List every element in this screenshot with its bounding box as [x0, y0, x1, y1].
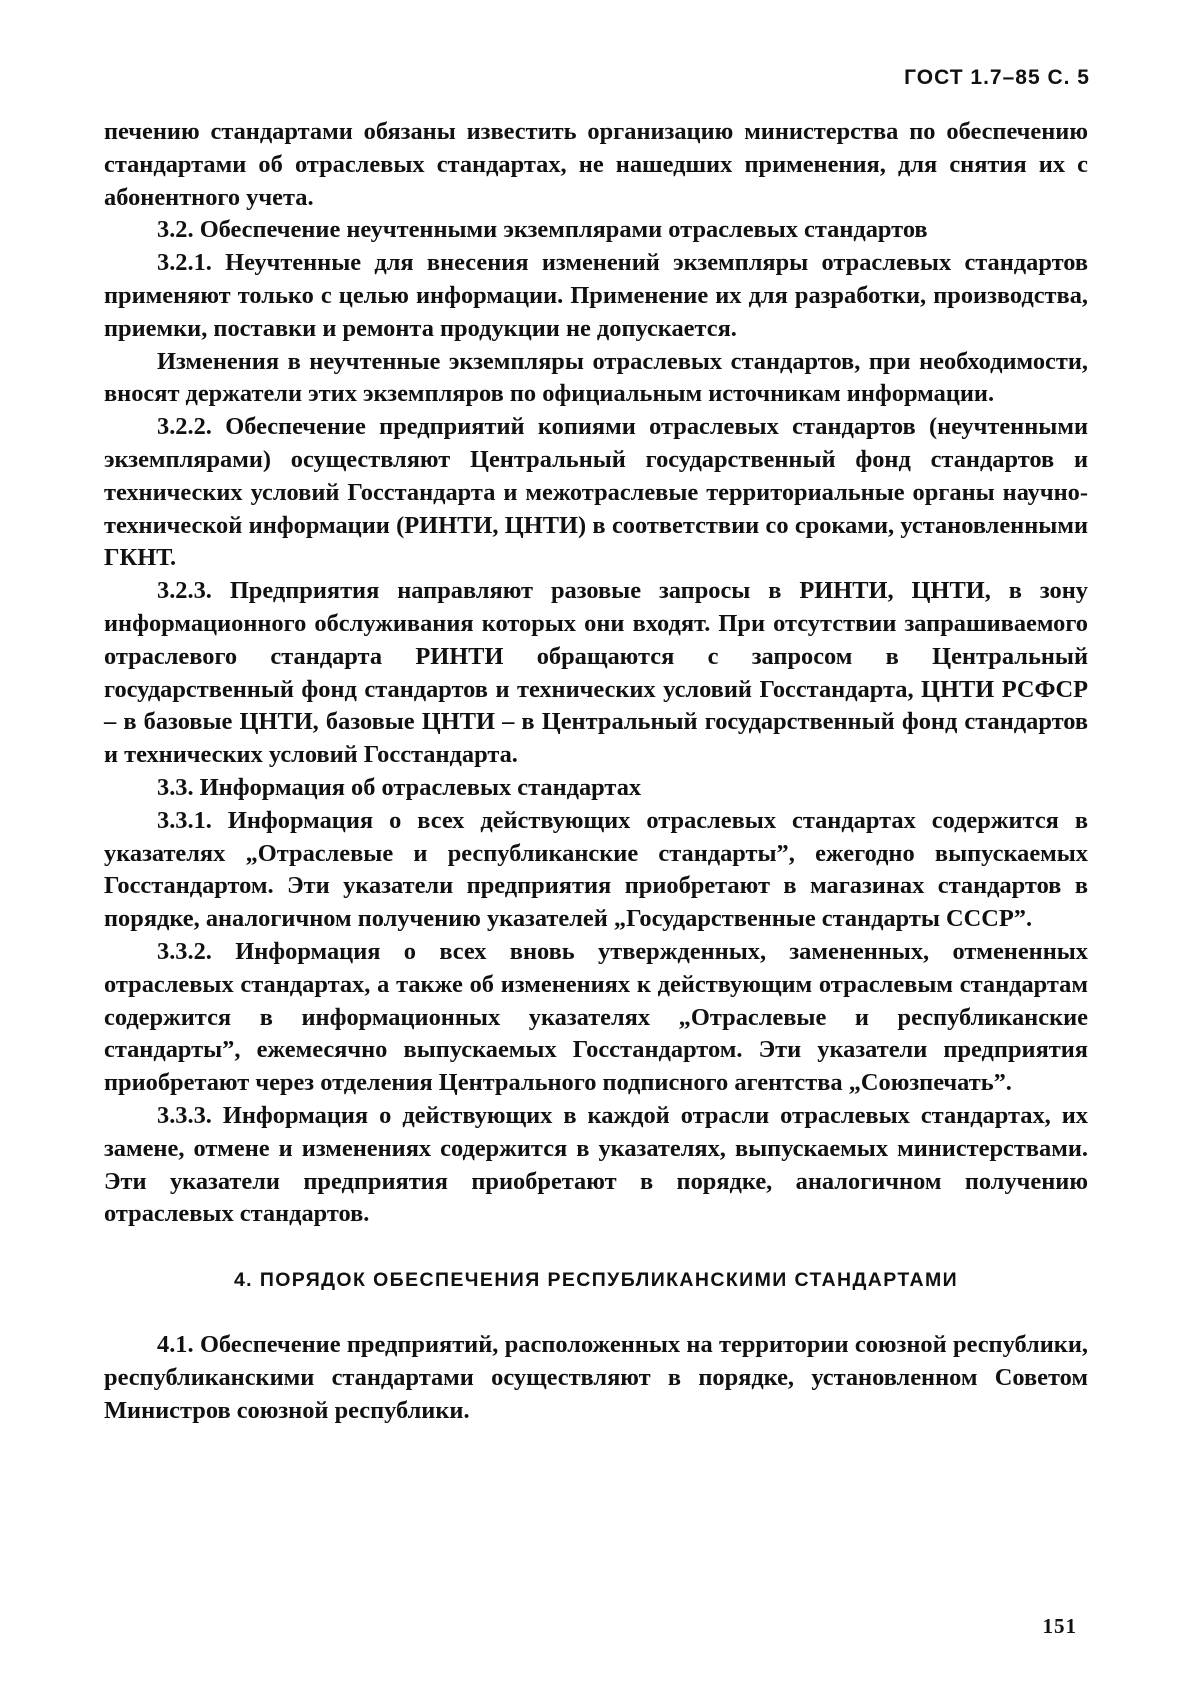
paragraph-3-2-2: 3.2.2. Обеспечение предприятий копиями отраслевых стандартов (неучтенными экземплярами) осуществляют Центральный государственный фонд стандартов и технических условий Госстандарта и межотраслевые территориальные органы научно-технической информации (РИНТИ, ЦНТИ) в соответствии со сроками, установленными ГКНТ. [104, 413, 1088, 572]
paragraph-3-3-2: 3.3.2. Информация о всех вновь утвержденных, замененных, отмененных отраслевых стандартах, а также об изменениях к действующим отраслевым стандартам содержится в информационных указателях „Отраслевые и республиканские стандарты”, ежемесячно выпускаемых Госстандартом. Эти указатели предприятия приобретают через отделения Центрального подписного агентства „Союзпечать”. [104, 937, 1088, 1097]
paragraph-3-3-3: 3.3.3. Информация о действующих в каждой отрасли отраслевых стандартах, их замене, отмене и изменениях содержится в указателях, выпускаемых министерствами. Эти указатели предприятия приобретают в порядке, аналогичном получению отраслевых стандартов. [104, 1101, 1088, 1228]
paragraph-3-2-3: 3.2.3. Предприятия направляют разовые запросы в РИНТИ, ЦНТИ, в зону информационного обслуживания которых они входят. При отсутствии запрашиваемого отраслевого стандарта РИНТИ обращаются с запросом в Центральный государственный фонд стандартов и технических условий Госстандарта, ЦНТИ РСФСР – в базовые ЦНТИ, базовые ЦНТИ – в Центральный государственный фонд стандартов и технических условий Госстандарта. [104, 577, 1088, 769]
section-heading-4: 4. ПОРЯДОК ОБЕСПЕЧЕНИЯ РЕСПУБЛИКАНСКИМИ СТАНДАРТАМИ [233, 1269, 959, 1292]
subsection-number: 3.2. [157, 216, 194, 244]
subsection-heading-3-3 [104, 772, 1088, 805]
page-number: 151 [1042, 1614, 1077, 1638]
subsection-title: Информация об отраслевых стандартах [199, 773, 642, 801]
running-header: ГОСТ 1.7–85 С. 5 [904, 66, 1090, 89]
subsection-title: Обеспечение неучтенными экземплярами отраслевых стандартов [199, 216, 928, 244]
subsection-number: 3.3. [157, 773, 194, 801]
paragraph-continuation: печению стандартами обязаны известить организацию министерства по обеспечению стандартами об отраслевых стандартах, не нашедших применения, для снятия их с абонентного учета. [104, 118, 1088, 211]
paragraph-4-1: 4.1. Обеспечение предприятий, расположенных на территории союзной республики, республиканскими стандартами осуществляют в порядке, установленном Советом Министров союзной республики. [104, 1331, 1088, 1424]
paragraph-3-3-1: 3.3.1. Информация о всех действующих отраслевых стандартах содержится в указателях „Отраслевые и республиканские стандарты”, ежегодно выпускаемых Госстандартом. Эти указатели предприятия приобретают в магазинах стандартов в порядке, аналогичном получению указателей „Государственные стандарты СССР”. [104, 806, 1088, 933]
paragraph-3-2-1: 3.2.1. Неучтенные для внесения изменений экземпляры отраслевых стандартов применяют только с целью информации. Применение их для разработки, производства, приемки, поставки и ремонта продукции не допускается. [104, 249, 1088, 342]
paragraph-3-2-1-cont: Изменения в неучтенные экземпляры отраслевых стандартов, при необходимости, вносят держатели этих экземпляров по официальным источникам информации. [104, 347, 1088, 408]
subsection-heading-3-2 [104, 214, 1088, 247]
document-body [104, 116, 1088, 1427]
